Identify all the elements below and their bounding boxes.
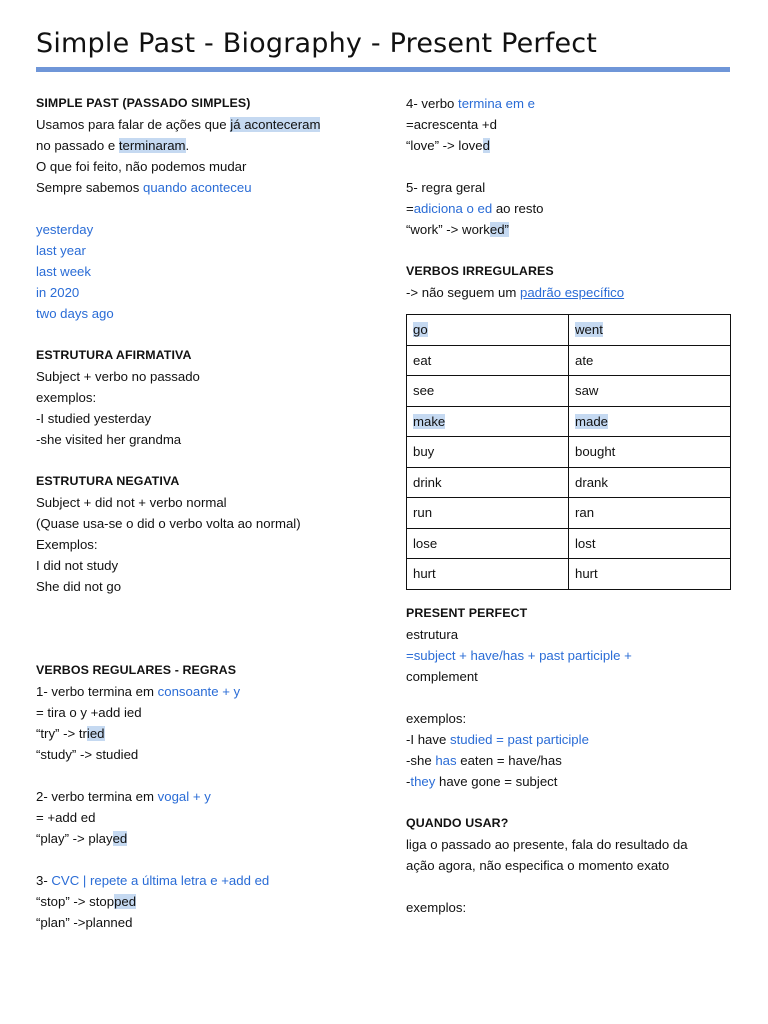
affirmative-line: exemplos:: [36, 390, 97, 405]
text: have gone = subject: [435, 773, 558, 789]
verb-base-cell: [407, 376, 569, 407]
verb-row: [407, 406, 731, 437]
highlighted-text: ped: [114, 894, 137, 909]
rule-1: [36, 681, 386, 702]
verb-base-cell: [407, 406, 569, 437]
verb-past-cell: [569, 406, 731, 437]
verb-past-cell: [569, 437, 731, 468]
text: 1- verbo termina em: [36, 684, 158, 699]
rule-5-line: [406, 198, 736, 219]
page-title: Simple Past - Biography - Present Perfect: [36, 28, 598, 59]
blue-text: CVC | repete a última letra e +add ed: [51, 873, 270, 888]
rule-3-example: [36, 891, 386, 912]
simple-past-line-4: [36, 177, 386, 198]
text: -: [406, 773, 411, 789]
time-word: last week: [36, 264, 91, 279]
rule-2-line: = +add ed: [36, 810, 96, 825]
verb-row: [407, 315, 731, 346]
verb-row: [407, 467, 731, 498]
highlighted-text: ed”: [489, 222, 509, 237]
blue-text: studied = past participle: [449, 731, 589, 747]
time-word: in 2020: [36, 285, 80, 300]
present-perfect-example: [406, 771, 736, 792]
verb-base: lose: [413, 535, 438, 551]
when-to-use-line: liga o passado ao presente, fala do resultado da: [406, 836, 688, 852]
verb-past: bought: [575, 444, 616, 460]
rule-5: 5- regra geral: [406, 180, 486, 195]
blue-text: consoante + y: [157, 684, 241, 699]
text: Usamos para falar de ações que: [36, 117, 231, 132]
verb-past: ran: [575, 505, 595, 521]
verb-past: drank: [575, 474, 608, 490]
verb-past-cell: [569, 528, 731, 559]
right-column: [406, 93, 736, 918]
verb-base: see: [413, 383, 435, 399]
rule-4: [406, 93, 736, 114]
rule-3-example: “plan” ->planned: [36, 915, 133, 930]
negative-heading: ESTRUTURA NEGATIVA: [36, 474, 180, 488]
verb-past-cell: [569, 467, 731, 498]
text: no passado e: [36, 138, 119, 153]
verb-past-cell: [569, 315, 731, 346]
verb-base: drink: [413, 474, 442, 490]
negative-line: (Quase usa-se o did o verbo volta ao normal): [36, 516, 301, 531]
highlighted-text: já aconteceram: [230, 117, 321, 132]
verb-base: eat: [413, 352, 432, 368]
verb-row: [407, 498, 731, 529]
verb-past: saw: [575, 383, 599, 399]
simple-past-line-3: O que foi feito, não podemos mudar: [36, 159, 247, 174]
verb-base: make: [413, 413, 446, 429]
blue-text: termina em e: [458, 96, 536, 111]
verb-base: go: [413, 322, 428, 338]
negative-line: Subject + did not + verbo normal: [36, 495, 227, 510]
verb-base-cell: [407, 559, 569, 590]
verb-past: hurt: [575, 566, 598, 582]
rule-2-example: [36, 828, 386, 849]
when-to-use-line: ação agora, não especifica o momento exato: [406, 857, 670, 873]
affirmative-line: -she visited her grandma: [36, 432, 182, 447]
verb-base: hurt: [413, 566, 436, 582]
present-perfect-formula: =subject + have/has + past participle +: [406, 647, 632, 663]
irregular-verbs-table: [406, 314, 731, 590]
highlighted-text: ied: [86, 726, 105, 741]
rule-1-example: “study” -> studied: [36, 747, 139, 762]
present-perfect-example: [406, 750, 736, 771]
text: “play” -> play: [36, 831, 113, 846]
verb-past: made: [575, 413, 608, 429]
text: 3-: [36, 873, 52, 888]
text: 4- verbo: [406, 96, 459, 111]
text: =: [406, 201, 414, 216]
simple-past-heading: SIMPLE PAST (PASSADO SIMPLES): [36, 96, 251, 110]
rule-3: [36, 870, 386, 891]
time-word: yesterday: [36, 222, 94, 237]
verb-base-cell: [407, 498, 569, 529]
text: -she: [406, 752, 436, 768]
verb-past-cell: [569, 559, 731, 590]
rule-2: [36, 786, 386, 807]
present-perfect-line: estrutura: [406, 626, 459, 642]
blue-text: quando aconteceu: [143, 180, 252, 195]
verb-past-cell: [569, 498, 731, 529]
text: -> não seguem um: [406, 285, 520, 300]
verb-past: went: [575, 322, 603, 338]
text: ao resto: [492, 201, 544, 216]
verb-base: buy: [413, 444, 435, 460]
text: -I have: [406, 731, 450, 747]
blue-text: they: [410, 773, 436, 789]
affirmative-heading: ESTRUTURA AFIRMATIVA: [36, 348, 192, 362]
present-perfect-line: complement: [406, 668, 478, 684]
present-perfect-example: [406, 729, 736, 750]
affirmative-line: -I studied yesterday: [36, 411, 152, 426]
verb-row: [407, 376, 731, 407]
present-perfect-examples-label: exemplos:: [406, 710, 467, 726]
rule-4-example: [406, 135, 736, 156]
verb-row: [407, 528, 731, 559]
verb-row: [407, 345, 731, 376]
verb-base-cell: [407, 528, 569, 559]
affirmative-line: Subject + verbo no passado: [36, 369, 200, 384]
highlighted-text: d: [482, 138, 490, 153]
text: Sempre sabemos: [36, 180, 144, 195]
title-divider: [36, 67, 730, 72]
blue-text: adiciona o ed: [413, 201, 493, 216]
rule-1-example: [36, 723, 386, 744]
text: “try” -> tr: [36, 726, 87, 741]
irregular-verbs-heading: VERBOS IRREGULARES: [406, 264, 554, 278]
pattern-link[interactable]: padrão específico: [520, 285, 625, 300]
simple-past-line-2: [36, 135, 386, 156]
verb-past-cell: [569, 376, 731, 407]
verb-past: ate: [575, 352, 594, 368]
verb-past: lost: [575, 535, 596, 551]
when-to-use-heading: QUANDO USAR?: [406, 815, 509, 830]
irregular-verbs-line: [406, 282, 736, 303]
rule-4-line: =acrescenta +d: [406, 117, 497, 132]
verb-past-cell: [569, 345, 731, 376]
simple-past-line-1: [36, 114, 386, 135]
verb-base-cell: [407, 437, 569, 468]
rule-1-line: = tira o y +add ied: [36, 705, 142, 720]
text: .: [185, 138, 190, 153]
negative-line: I did not study: [36, 558, 119, 573]
verb-base-cell: [407, 315, 569, 346]
when-to-use-examples-label: exemplos:: [406, 899, 467, 915]
time-word: two days ago: [36, 306, 114, 321]
text: “stop” -> stop: [36, 894, 115, 909]
negative-line: Exemplos:: [36, 537, 98, 552]
verb-base-cell: [407, 467, 569, 498]
regular-verbs-heading: VERBOS REGULARES - REGRAS: [36, 663, 237, 677]
text: eaten = have/has: [456, 752, 562, 768]
verb-row: [407, 559, 731, 590]
blue-text: has: [435, 752, 457, 768]
present-perfect-heading: PRESENT PERFECT: [406, 605, 528, 620]
text: “work” -> work: [406, 222, 490, 237]
highlighted-text: ed: [112, 831, 128, 846]
negative-line: She did not go: [36, 579, 122, 594]
blue-text: vogal + y: [157, 789, 211, 804]
highlighted-text: terminaram: [118, 138, 186, 153]
left-column: [36, 93, 386, 933]
verb-row: [407, 437, 731, 468]
verb-base: run: [413, 505, 433, 521]
text: “love” -> love: [406, 138, 483, 153]
text: 2- verbo termina em: [36, 789, 158, 804]
verb-base-cell: [407, 345, 569, 376]
time-word: last year: [36, 243, 86, 258]
rule-5-example: [406, 219, 736, 240]
